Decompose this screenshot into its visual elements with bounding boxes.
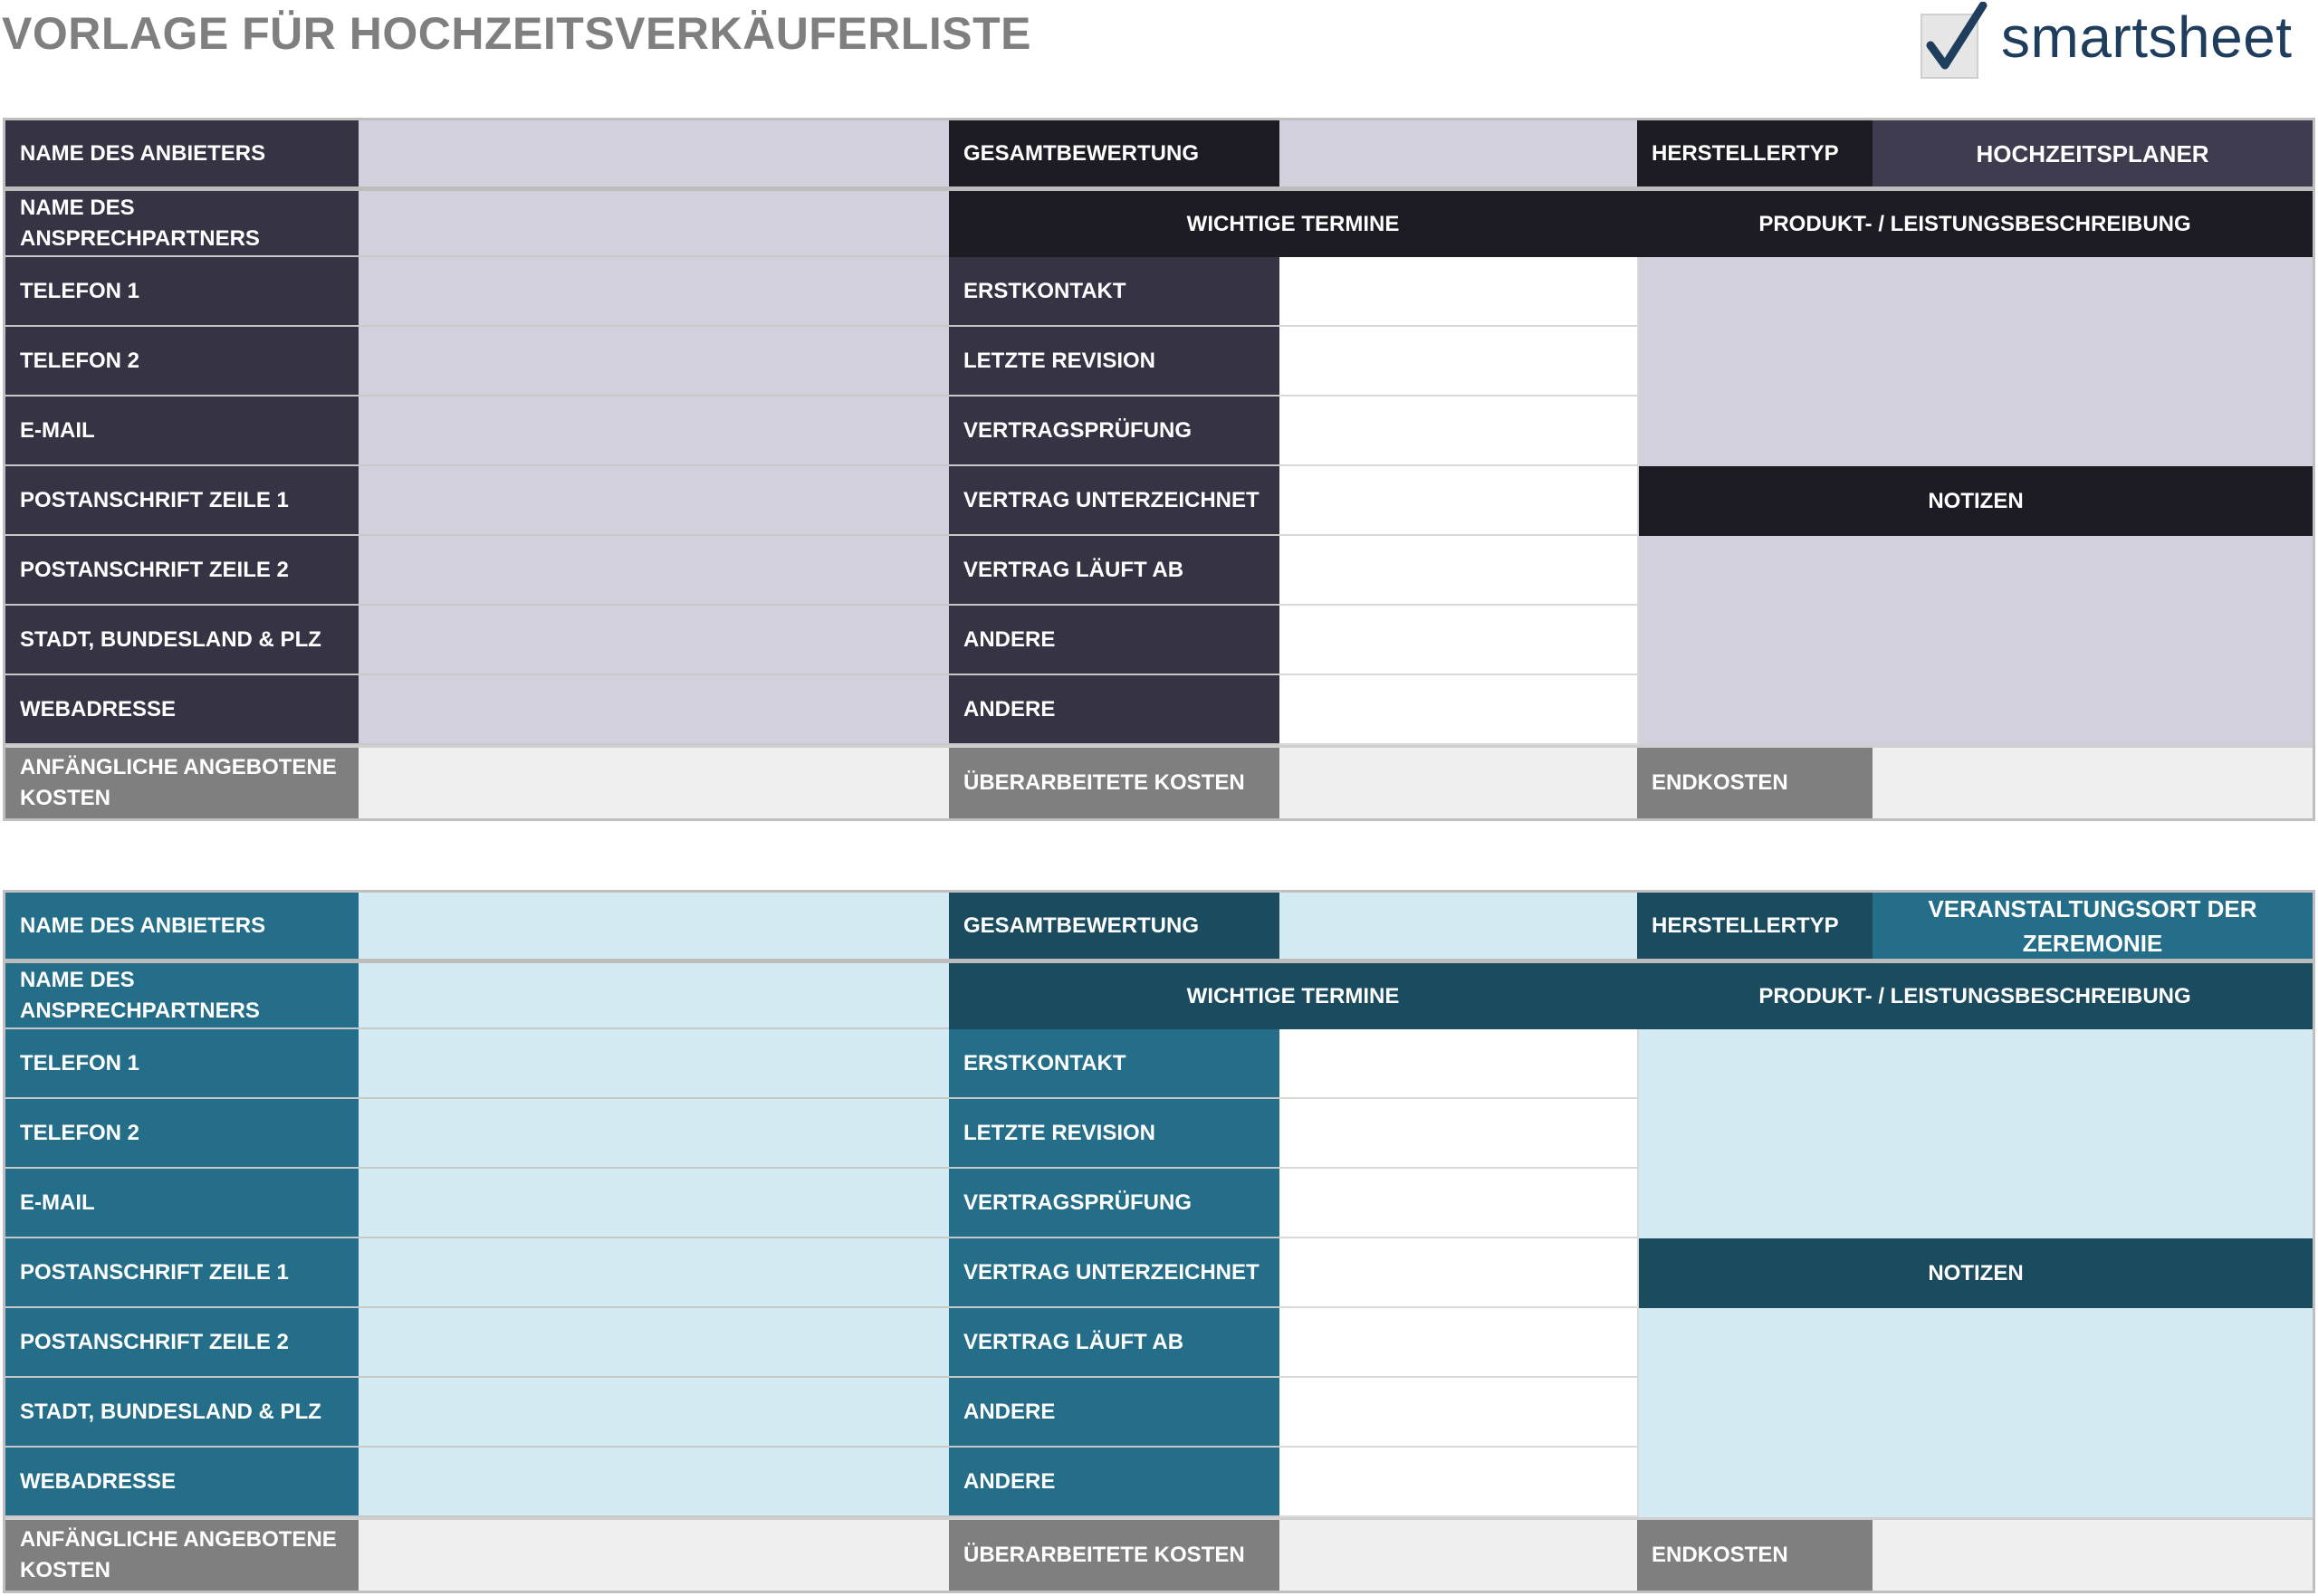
initial-cost-field[interactable] xyxy=(359,748,949,818)
contract-review-label: VERTRAGSPRÜFUNG xyxy=(949,1169,1279,1238)
contact-name-label: NAME DES ANSPRECHPARTNERS xyxy=(5,963,359,1029)
website-label: WEBADRESSE xyxy=(5,1448,359,1517)
phone-2-label: TELEFON 2 xyxy=(5,327,359,397)
description-field[interactable] xyxy=(1639,1029,2313,1238)
final-cost-label: ENDKOSTEN xyxy=(1637,748,1873,818)
address-line-2-label: POSTANSCHRIFT ZEILE 2 xyxy=(5,536,359,606)
vendor-block-1 xyxy=(3,118,2315,821)
city-state-zip-field[interactable] xyxy=(359,1378,949,1448)
first-contact-field[interactable] xyxy=(1279,1029,1637,1099)
other-1-field[interactable] xyxy=(1279,606,1637,675)
initial-cost-label: ANFÄNGLICHE ANGEBOTENE KOSTEN xyxy=(5,748,359,818)
other-1-field[interactable] xyxy=(1279,1378,1637,1448)
phone-1-field[interactable] xyxy=(359,257,949,327)
email-label: E-MAIL xyxy=(5,1169,359,1238)
vendor-name-label: NAME DES ANBIETERS xyxy=(5,893,359,959)
vendor-type-label: HERSTELLERTYP xyxy=(1637,120,1873,186)
last-revision-field[interactable] xyxy=(1279,1099,1637,1169)
final-cost-field[interactable] xyxy=(1873,748,2313,818)
description-header: PRODUKT- / LEISTUNGSBESCHREIBUNG xyxy=(1637,963,2313,1029)
contact-name-field[interactable] xyxy=(359,191,949,257)
vendor-block-2 xyxy=(3,890,2315,1593)
important-dates-header: WICHTIGE TERMINE xyxy=(949,191,1637,257)
other-1-label: ANDERE xyxy=(949,1378,1279,1448)
overall-rating-field[interactable] xyxy=(1279,120,1637,186)
phone-1-field[interactable] xyxy=(359,1029,949,1099)
vendor-type-value[interactable]: VERANSTALTUNGSORT DER ZEREMONIE xyxy=(1873,893,2313,959)
last-revision-label: LETZTE REVISION xyxy=(949,1099,1279,1169)
overall-rating-label: GESAMTBEWERTUNG xyxy=(949,893,1279,959)
description-header: PRODUKT- / LEISTUNGSBESCHREIBUNG xyxy=(1637,191,2313,257)
vendor-type-value[interactable]: HOCHZEITSPLANER xyxy=(1873,120,2313,186)
email-label: E-MAIL xyxy=(5,397,359,466)
revised-cost-field[interactable] xyxy=(1279,748,1637,818)
first-contact-label: ERSTKONTAKT xyxy=(949,257,1279,327)
first-contact-label: ERSTKONTAKT xyxy=(949,1029,1279,1099)
city-state-zip-label: STADT, BUNDESLAND & PLZ xyxy=(5,1378,359,1448)
important-dates-header: WICHTIGE TERMINE xyxy=(949,963,1637,1029)
contract-review-field[interactable] xyxy=(1279,1169,1637,1238)
contract-signed-label: VERTRAG UNTERZEICHNET xyxy=(949,466,1279,536)
contract-expires-field[interactable] xyxy=(1279,536,1637,606)
overall-rating-label: GESAMTBEWERTUNG xyxy=(949,120,1279,186)
contract-expires-label: VERTRAG LÄUFT AB xyxy=(949,536,1279,606)
contract-signed-label: VERTRAG UNTERZEICHNET xyxy=(949,1238,1279,1308)
description-field[interactable] xyxy=(1639,257,2313,466)
phone-2-field[interactable] xyxy=(359,327,949,397)
last-revision-field[interactable] xyxy=(1279,327,1637,397)
other-2-field[interactable] xyxy=(1279,1448,1637,1517)
initial-cost-field[interactable] xyxy=(359,1520,949,1591)
checkmark-logo-icon xyxy=(1918,2,2001,85)
contact-name-field[interactable] xyxy=(359,963,949,1029)
page-title: VORLAGE FÜR HOCHZEITSVERKÄUFERLISTE xyxy=(2,8,1031,59)
contract-signed-field[interactable] xyxy=(1279,1238,1637,1308)
website-field[interactable] xyxy=(359,1448,949,1517)
other-1-label: ANDERE xyxy=(949,606,1279,675)
email-field[interactable] xyxy=(359,1169,949,1238)
logo-text: smartsheet xyxy=(2001,5,2293,70)
phone-1-label: TELEFON 1 xyxy=(5,257,359,327)
initial-cost-label: ANFÄNGLICHE ANGEBOTENE KOSTEN xyxy=(5,1520,359,1591)
notes-field[interactable] xyxy=(1639,536,2313,745)
city-state-zip-field[interactable] xyxy=(359,606,949,675)
notes-field[interactable] xyxy=(1639,1308,2313,1517)
phone-1-label: TELEFON 1 xyxy=(5,1029,359,1099)
smartsheet-logo xyxy=(1918,2,2298,85)
other-2-field[interactable] xyxy=(1279,675,1637,745)
contract-review-label: VERTRAGSPRÜFUNG xyxy=(949,397,1279,466)
contract-review-field[interactable] xyxy=(1279,397,1637,466)
address-line-1-label: POSTANSCHRIFT ZEILE 1 xyxy=(5,1238,359,1308)
address-line-1-field[interactable] xyxy=(359,1238,949,1308)
address-line-1-label: POSTANSCHRIFT ZEILE 1 xyxy=(5,466,359,536)
vendor-name-field[interactable] xyxy=(359,893,949,959)
contract-expires-label: VERTRAG LÄUFT AB xyxy=(949,1308,1279,1378)
phone-2-label: TELEFON 2 xyxy=(5,1099,359,1169)
vendor-type-label: HERSTELLERTYP xyxy=(1637,893,1873,959)
notes-header: NOTIZEN xyxy=(1639,466,2313,536)
vendor-name-label: NAME DES ANBIETERS xyxy=(5,120,359,186)
address-line-2-label: POSTANSCHRIFT ZEILE 2 xyxy=(5,1308,359,1378)
website-field[interactable] xyxy=(359,675,949,745)
other-2-label: ANDERE xyxy=(949,1448,1279,1517)
phone-2-field[interactable] xyxy=(359,1099,949,1169)
website-label: WEBADRESSE xyxy=(5,675,359,745)
contract-expires-field[interactable] xyxy=(1279,1308,1637,1378)
notes-header: NOTIZEN xyxy=(1639,1238,2313,1308)
revised-cost-label: ÜBERARBEITETE KOSTEN xyxy=(949,748,1279,818)
address-line-2-field[interactable] xyxy=(359,536,949,606)
final-cost-field[interactable] xyxy=(1873,1520,2313,1591)
last-revision-label: LETZTE REVISION xyxy=(949,327,1279,397)
first-contact-field[interactable] xyxy=(1279,257,1637,327)
email-field[interactable] xyxy=(359,397,949,466)
contact-name-label: NAME DES ANSPRECHPARTNERS xyxy=(5,191,359,257)
address-line-1-field[interactable] xyxy=(359,466,949,536)
other-2-label: ANDERE xyxy=(949,675,1279,745)
vendor-name-field[interactable] xyxy=(359,120,949,186)
address-line-2-field[interactable] xyxy=(359,1308,949,1378)
final-cost-label: ENDKOSTEN xyxy=(1637,1520,1873,1591)
revised-cost-field[interactable] xyxy=(1279,1520,1637,1591)
city-state-zip-label: STADT, BUNDESLAND & PLZ xyxy=(5,606,359,675)
contract-signed-field[interactable] xyxy=(1279,466,1637,536)
revised-cost-label: ÜBERARBEITETE KOSTEN xyxy=(949,1520,1279,1591)
overall-rating-field[interactable] xyxy=(1279,893,1637,959)
